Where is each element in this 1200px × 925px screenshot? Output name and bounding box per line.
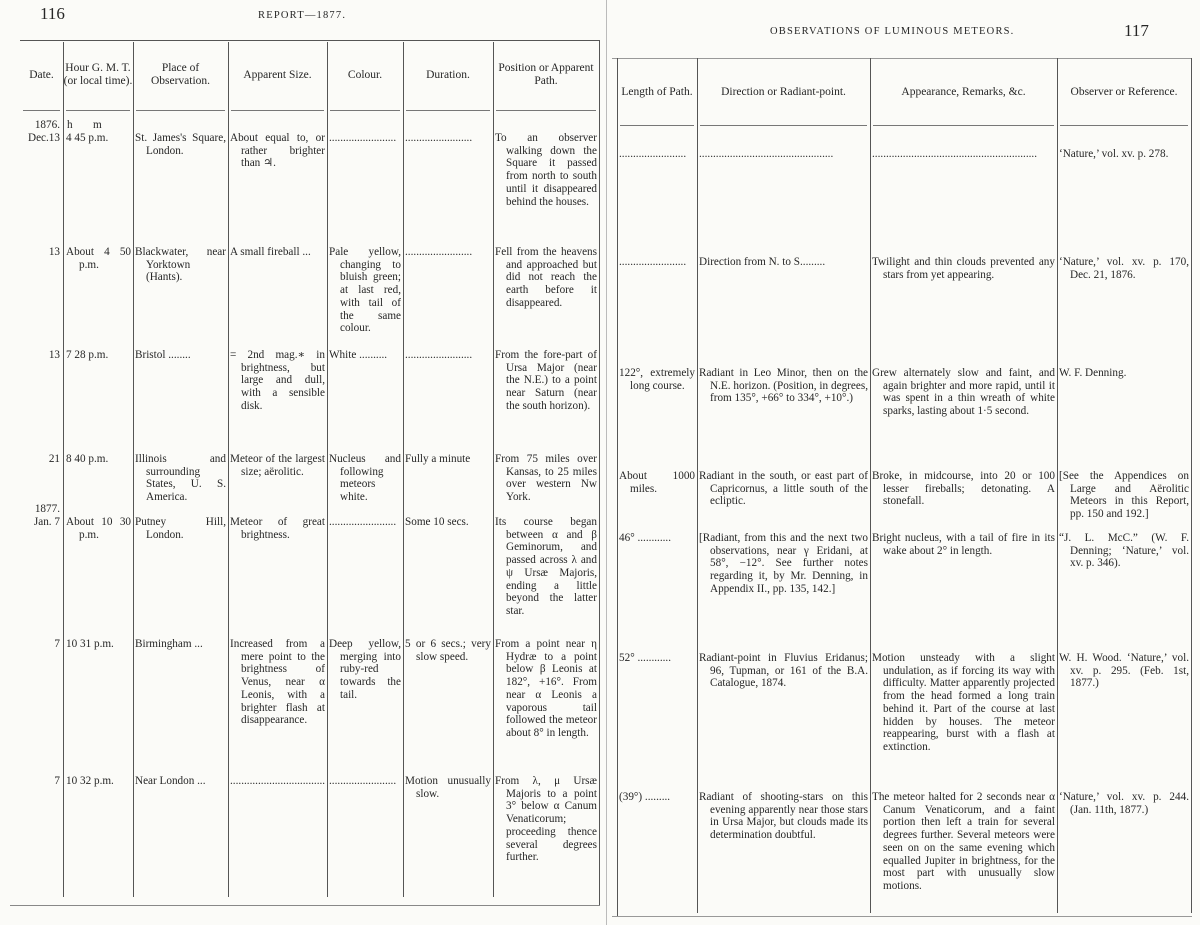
column-rule [63,42,64,897]
cell-place: Near London ... [135,775,206,787]
table-bottom-rule [10,905,600,906]
cell-observer: “J. L. McC.” (W. F. Denning; ‘Nature,’ vol. xv. p. 346). [1059,532,1189,570]
column-header: Appearance, Remarks, &c. [901,85,1026,98]
column-header: Position or Apparent Path. [498,62,594,87]
cell-path: Fell from the heavens and approached but did not reach the earth before it disappeared. [495,246,597,309]
cell-direction: ................................................ [699,148,834,160]
cell-remarks: The meteor halted for 2 seconds near α Canum Venaticorum, and a faint portion then left a train for several degrees further. Several meteors were seen on on the same evening which equalled Jupiter in brightness, for the most part with unusually slow motions. [872,791,1055,892]
table-bottom-rule [612,916,1192,917]
cell-length: About 1000 miles. [619,470,695,495]
cell-observer: [See the Appendices on Large and Aërolitic Meteors in this Report, pp. 150 and 192.] [1059,470,1189,521]
column-header: Duration. [426,68,470,81]
column-header: Length of Path. [621,85,693,98]
cell-size: Meteor of the largest size; aërolitic. [230,453,325,478]
cell-place: Blackwater, near Yorktown (Hants). [135,246,226,284]
cell-hour: 4 45 p.m. [66,132,109,144]
cell-date: 21 [48,453,60,465]
cell-direction: Radiant in Leo Minor, then on the N.E. horizon. (Position, in degrees, from 135°, +66° to 334°, +10°.) [699,367,868,405]
cell-duration: ........................ [405,246,473,258]
cell-duration: Some 10 secs. [405,516,469,528]
cell-size: = 2nd mag.∗ in brightness, but large and dull, with a sensible disk. [230,349,325,412]
cell-direction: Radiant-point in Fluvius Eridanus; 96, Tupman, or 161 of the B.A. Catalogue, 1874. [699,652,868,690]
cell-size: About equal to, or rather brighter than ♃. [230,132,325,170]
column-header: Place of Observation. [150,62,211,87]
cell-hour: 8 40 p.m. [66,453,109,465]
cell-colour: ........................ [329,775,397,787]
cell-remarks: Grew alternately slow and faint, and again brighter and more rapid, until it was spent in a thin wreath of white sparks, lasting about 1·5 second. [872,367,1055,418]
cell-duration: Motion unusually slow. [405,775,491,800]
cell-place: Bristol ........ [135,349,191,361]
cell-path: From λ, μ Ursæ Majoris to a point 3° below α Canum Venaticorum; proceeding thence several degrees further. [495,775,597,864]
cell-path: From a point near η Hydræ to a point below β Leonis at 182°, +16°. From near α Leonis a vaporous tail followed the meteor about 8° in length. [495,638,597,739]
cell-remarks: Broke, in midcourse, into 20 or 100 lesser fireballs; detonating. A stonefall. [872,470,1055,508]
right-page-number: 117 [1124,21,1149,40]
column-rule [1191,58,1192,913]
cell-date: 13 [48,246,60,258]
left-running-head: REPORT—1877. [258,10,347,21]
cell-place: Birmingham ... [135,638,203,650]
cell-date: Dec.13 [28,132,60,144]
cell-path: From 75 miles over Kansas, to 25 miles over western Nw York. [495,453,597,504]
header-rule [620,125,694,126]
cell-direction: Radiant in the south, or east part of Capricornus, a little south of the ecliptic. [699,470,868,508]
cell-remarks: Bright nucleus, with a tail of fire in its wake about 2° in length. [872,532,1055,557]
page-gutter [606,0,607,925]
column-rule [403,42,404,897]
hour-unit-label: h m [67,119,102,131]
cell-colour: ........................ [329,132,397,144]
cell-size: Increased from a mere point to the brightness of Venus, near α Leonis, with a brighter flash at disappearance. [230,638,325,727]
cell-hour: About 4 50 p.m. [66,246,131,271]
cell-place: St. James's Square, London. [135,132,226,157]
column-header: Observer or Reference. [1070,85,1178,98]
cell-hour: 7 28 p.m. [66,349,109,361]
date-year: 1876. [34,119,60,131]
cell-length: (39°) ......... [619,791,671,803]
cell-direction: [Radiant, from this and the next two observations, near γ Eridani, at 58°, −12°. See further notes regarding it, by Mr. Denning, in Appendix II., pp. 135, 142.] [699,532,868,595]
cell-size: A small fireball ... [230,246,311,258]
cell-direction: Radiant of shooting-stars on this evening apparently near those stars in Ursa Major, but clouds made its determination doubtful. [699,791,868,842]
cell-duration: ........................ [405,349,473,361]
header-rule [406,110,490,111]
cell-remarks: Motion unsteady with a slight undulation, as if forcing its way with difficulty. Matter apparently projected from the head formed a long train behind it. Part of the course at last hidden by houses. The meteor reappearing, burst with a flash at extinction. [872,652,1055,753]
cell-hour: About 10 30 p.m. [66,516,131,541]
header-rule [496,110,596,111]
header-rule [1060,125,1188,126]
cell-length: ........................ [619,256,687,268]
cell-date: 7 [54,638,60,650]
cell-length: 122°, extremely long course. [619,367,695,392]
header-rule [231,110,324,111]
cell-size: .................................. [230,775,326,787]
cell-hour: 10 31 p.m. [66,638,114,650]
cell-observer: ‘Nature,’ vol. xv. p. 244. (Jan. 11th, 1877.) [1059,791,1189,816]
cell-date: 13 [48,349,60,361]
cell-hour: 10 32 p.m. [66,775,114,787]
cell-colour: ........................ [329,516,397,528]
cell-length: ........................ [619,148,687,160]
cell-duration: Fully a minute [405,453,471,465]
cell-path: Its course began between α and β Geminorum, and passed across λ and ψ Ursæ Majoris, ending a little beyond the latter star. [495,516,597,617]
left-page-number: 116 [40,4,65,23]
cell-remarks: Twilight and thin clouds prevented any stars from yet appearing. [872,256,1055,281]
cell-colour: Nucleus and following meteors white. [329,453,401,504]
date-year: 1877. [34,503,60,515]
column-header: Apparent Size. [243,68,312,81]
cell-duration: ........................ [405,132,473,144]
column-header: Hour G. M. T. (or local time). [63,62,133,87]
cell-observer: ‘Nature,’ vol. xv. p. 170, Dec. 21, 1876. [1059,256,1189,281]
cell-colour: White .......... [329,349,388,361]
cell-path: To an observer walking down the Square it passed from north to south until it disappeared behind the houses. [495,132,597,208]
table-top-rule [20,40,600,41]
column-header: Date. [29,68,54,81]
cell-duration: 5 or 6 secs.; very slow speed. [405,638,491,663]
cell-place: Illinois and surrounding States, U. S. America. [135,453,226,504]
cell-observer: ‘Nature,’ vol. xv. p. 278. [1059,148,1169,160]
header-rule [66,110,130,111]
header-rule [330,110,400,111]
cell-observer: W. F. Denning. [1059,367,1127,379]
header-rule [873,125,1054,126]
cell-date: 7 [54,775,60,787]
cell-direction: Direction from N. to S......... [699,256,826,268]
cell-place: Putney Hill, London. [135,516,226,541]
header-rule [23,110,60,111]
cell-remarks: ........................................................... [872,148,1038,160]
header-rule [700,125,867,126]
column-header: Direction or Radiant-point. [721,85,846,98]
cell-path: From the fore-part of Ursa Major (near the N.E.) to a point near Saturn (near the south horizon). [495,349,597,412]
cell-length: 52° ............ [619,652,672,664]
column-header: Colour. [347,68,383,81]
table-top-rule [612,58,1192,59]
cell-length: 46° ............ [619,532,672,544]
cell-observer: W. H. Wood. ‘Nature,’ vol. xv. p. 295. (Feb. 1st, 1877.) [1059,652,1189,690]
cell-colour: Deep yellow, merging into ruby-red towards the tail. [329,638,401,701]
cell-size: Meteor of great brightness. [230,516,325,541]
column-rule [599,40,600,905]
cell-date: Jan. 7 [33,516,60,528]
cell-colour: Pale yellow, changing to bluish green; at last red, with tail of the same colour. [329,246,401,335]
right-running-head: OBSERVATIONS OF LUMINOUS METEORS. [770,26,1015,37]
header-rule [136,110,225,111]
